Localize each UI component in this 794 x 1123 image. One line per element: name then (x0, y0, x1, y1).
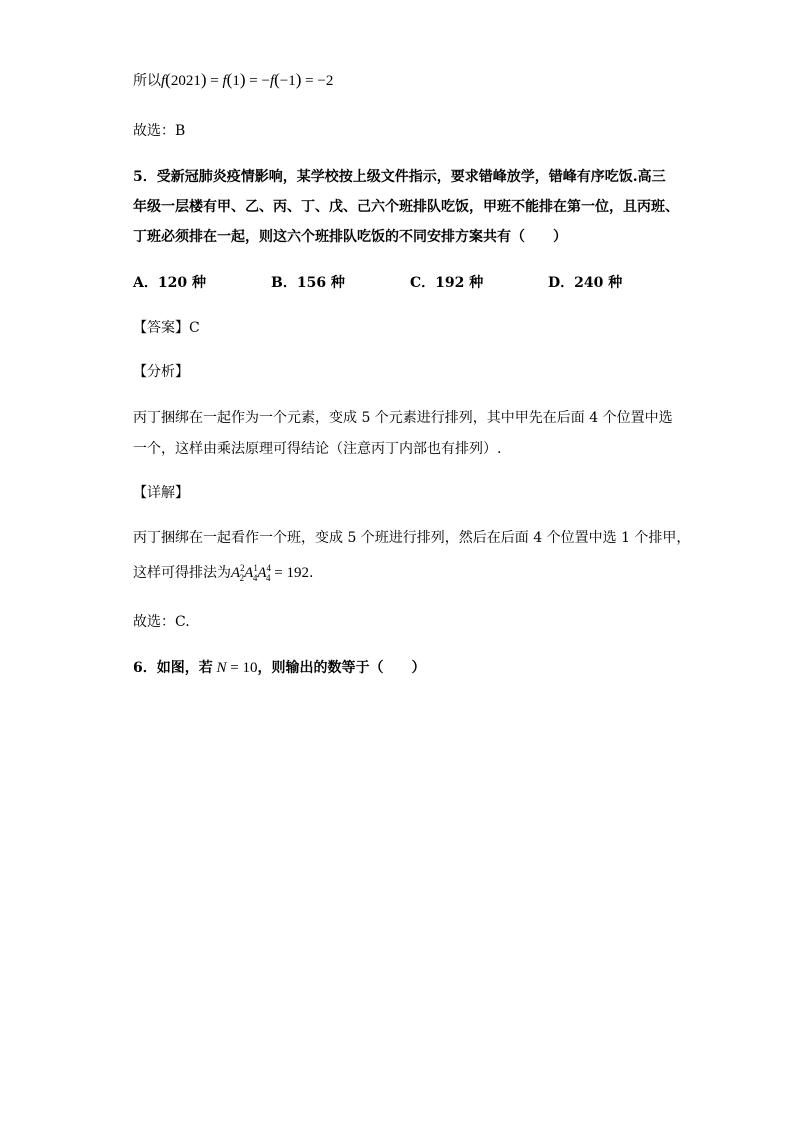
q6-formula: N = 10 (216, 660, 258, 676)
q5-stem-line1: 5．受新冠肺炎疫情影响，某学校按上级文件指示，要求错峰放学，错峰有序吃饭.高三 (133, 169, 666, 185)
answer-heading: 【答案】C (133, 320, 200, 336)
analysis-line1: 丙丁捆绑在一起作为一个元素，变成 5 个元素进行排列，其中甲先在后面 4 个位置中选 (133, 410, 673, 426)
detail-line1: 丙丁捆绑在一起看作一个班，变成 5 个班进行排列，然后在后面 4 个位置中选 1 个排甲， (133, 530, 691, 546)
detail-line2-prefix: 这样可得排法为 (133, 565, 231, 581)
q5-option-d: D．240 种 (548, 275, 623, 291)
q5-option-a: A．120 种 (133, 275, 206, 291)
detail-formula: $A^2_2A^1_4A^4_4 = 192$ (231, 563, 309, 583)
detail-heading: 【详解】 (133, 485, 189, 501)
q6-prefix: 6．如图，若 (133, 660, 213, 676)
q5-option-c: C．192 种 (410, 275, 484, 291)
q5-stem-line3: 丁班必须排在一起，则这六个班排队吃饭的不同安排方案共有（ ） (133, 229, 567, 245)
q6-stem (133, 658, 425, 678)
analysis-line2: 一个，这样由乘法原理可得结论（注意丙丁内部也有排列）. (133, 441, 502, 457)
prev-answer: 故选：B (133, 123, 186, 139)
q5-option-b: B．156 种 (271, 275, 345, 291)
q5-options (133, 273, 653, 293)
q5-stem-line2: 年级一层楼有甲、乙、丙、丁、戊、己六个班排队吃饭，甲班不能排在第一位，且丙班、 (133, 199, 679, 215)
conclusion-prefix: 所以 (133, 73, 161, 89)
conclusion-line (133, 70, 333, 91)
detail-line2: 这样可得排法为$A^2_2A^1_4A^4_4 = 192$. (133, 563, 314, 583)
analysis-heading: 【分析】 (133, 364, 189, 380)
conclusion-formula: f(2021) = f(1) = −f(−1) = −2 (161, 70, 334, 89)
detail-answer: 故选：C. (133, 614, 190, 630)
q6-suffix: ，则输出的数等于（ ） (257, 660, 426, 676)
